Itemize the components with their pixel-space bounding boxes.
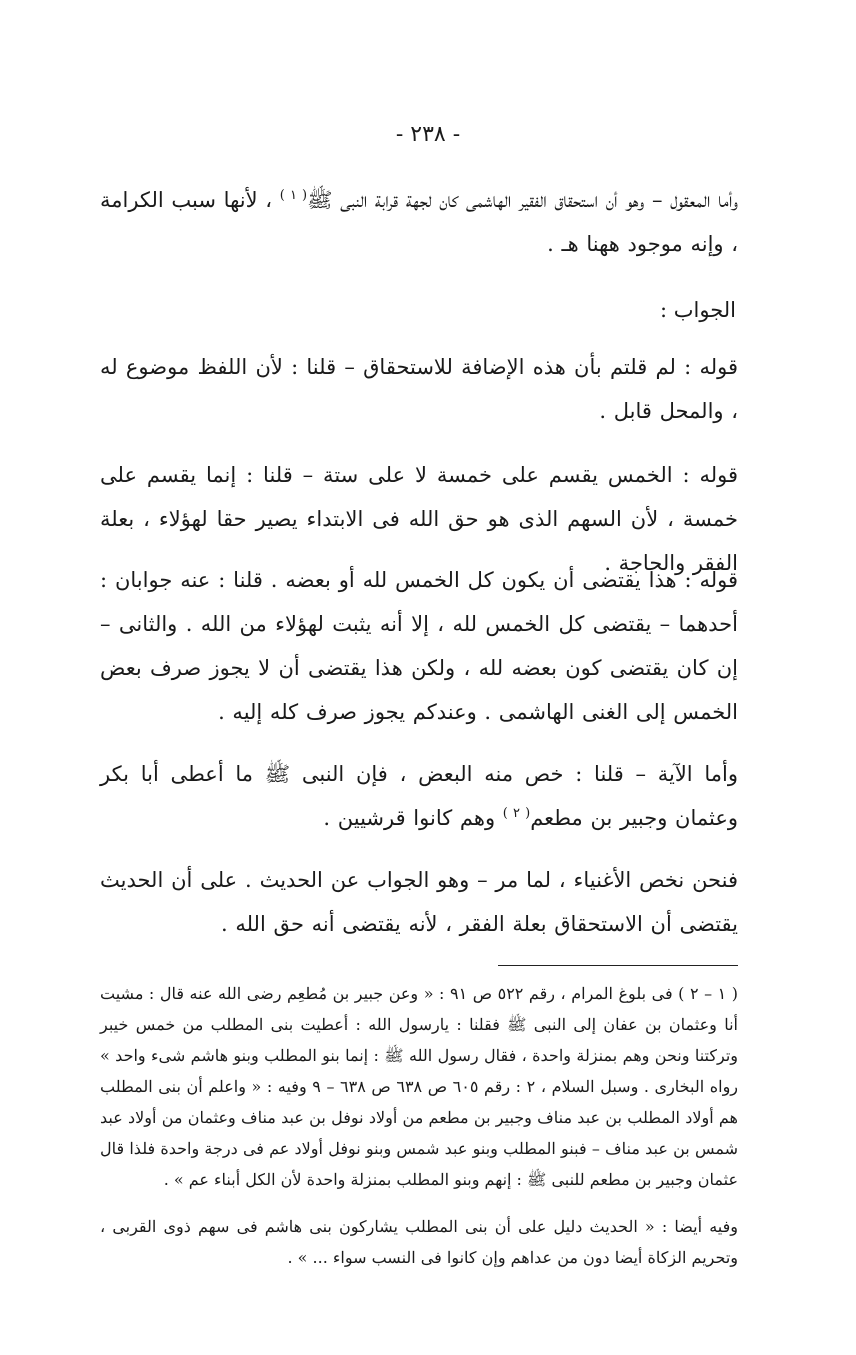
paragraph-5-main: وأما الآية – قلنا : خص منه البعض ، فإن النبى ﷺ ما أعطى أبا بكر وعثمان وجبير بن مطعم: [100, 762, 738, 830]
footnote-divider: [498, 965, 738, 966]
paragraph-3-text: قوله : الخمس يقسم على خمسة لا على ستة – قلنا : إنما يقسم على خمسة ، لأن السهم الذى هو حق الله فى الابتداء يصير حقا لهؤلاء ، بعلة الفقر والحاجة .: [100, 463, 738, 575]
paragraph-verse-reply: [100, 752, 738, 840]
paragraph-1-rest: ، لأنها سبب الكرامة ، وإنه موجود ههنا هـ .: [100, 188, 738, 256]
paragraph-6-text: فنحن نخص الأغنياء ، لما مر – وهو الجواب عن الحديث . على أن الحديث يقتضى أن الاستحقاق بعلة الفقر ، لأنه يقتضى أنه حق الله .: [100, 868, 738, 936]
footnote-continuation: وفيه أيضا : « الحديث دليل على أن بنى المطلب يشاركون بنى هاشم فى سهم ذوى القربى ، وتحريم الزكاة أيضا دون من عداهم وإن كانوا فى النسب سواء ... » .: [100, 1217, 738, 1267]
paragraph-reply-3: [100, 558, 738, 734]
answer-heading: الجواب :: [660, 298, 736, 322]
paragraph-text: [100, 178, 738, 266]
footnote-ref-2: ( ٢ ): [502, 806, 531, 821]
paragraph-5-rest: وهم كانوا قرشيين .: [323, 806, 496, 830]
paragraph-1-main: وأما المعقول – وهو أن استحقاق الفقير الهاشمى كان لجهة قرابة النبى ﷺ: [307, 188, 739, 212]
paragraph-5-text: [100, 752, 738, 840]
paragraph-rational-argument: [100, 178, 738, 266]
footnote-1-2: ( ١ – ٢ ) فى بلوغ المرام ، رقم ٥٢٢ ص ٩١ : « وعن جبير بن مُطعِم رضى الله عنه قال : مشيت أنا وعثمان بن عفان إلى النبى ﷺ فقلنا : يارسول الله : أعطيت بنى المطلب من خمس خيبر وتركتنا ونحن وهم بمنزلة واحدة ، فقال رسول الله ﷺ : إنما بنو المطلب وبنو هاشم شىء واحد » رواه البخارى . وسبل السلام ، ٢ : رقم ٦٠٥ ص ٦٣٨ ص ٦٣٨ – ٩ وفيه : « واعلم أن بنى المطلب هم أولاد المطلب بن عبد مناف وجبير بن مطعم من أولاد نوفل بن عبد مناف وعثمان من أولاد عبد شمس بن عبد مناف – فبنو المطلب وبنو عبد شمس وبنو نوفل أولاد عم فى درجة واحدة فلذا قال عثمان وجبير بن مطعم للنبى ﷺ : إنهم وبنو المطلب بمنزلة واحدة لأن الكل أبناء عم » .: [100, 984, 739, 1189]
paragraph-hadith-reply: [100, 858, 738, 946]
paragraph-2-text: قوله : لم قلتم بأن هذه الإضافة للاستحقاق – قلنا : لأن اللفظ موضوع له ، والمحل قابل .: [100, 355, 738, 423]
page-number: - ٢٣٨ -: [395, 122, 461, 147]
paragraph-reply-1: [100, 345, 738, 433]
footnotes: [100, 978, 738, 1273]
footnote-ref-1: ( ١ ): [279, 188, 308, 203]
paragraph-4-text: قوله : هذا يقتضى أن يكون كل الخمس لله أو بعضه . قلنا : عنه جوابان : أحدهما – يقتضى كل الخمس لله ، إلا أنه يثبت لهؤلاء من الله . والثانى – إن كان يقتضى كون بعضه لله ، ولكن هذا يقتضى أن لا يجوز صرف بعض الخمس إلى الغنى الهاشمى . وعندكم يجوز صرف كله إليه .: [100, 568, 738, 724]
